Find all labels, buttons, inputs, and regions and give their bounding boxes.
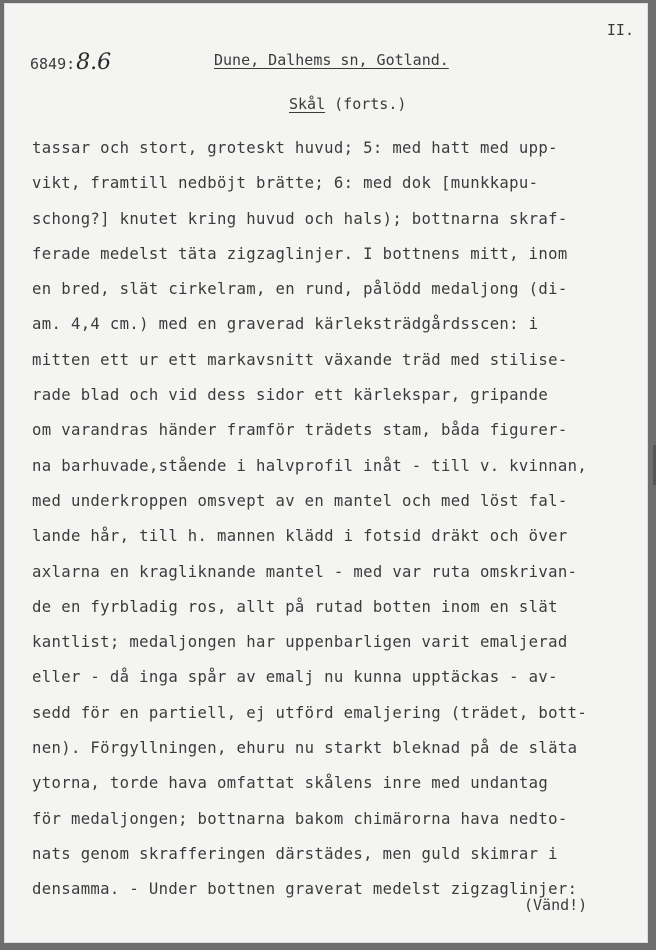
text-line: kantlist; medaljongen har uppenbarligen varit emaljerad [32,633,568,652]
text-line: tassar och stort, groteskt huvud; 5: med hatt med upp- [32,139,558,157]
card-heading: Dune, Dalhems sn, Gotland. [214,51,449,69]
text-line: en bred, slät cirkelram, en rund, pålödd medaljong (di- [32,280,568,299]
text-line: nats genom skrafferingen därstädes, men guld skimrar i [32,844,558,863]
text-line: sedd för en partiell, ej utförd emaljering (trädet, bott- [32,703,588,722]
index-card [4,3,648,943]
text-line: am. 4,4 cm.) med en graverad kärleksträdgårdsscen: i [32,315,539,334]
text-line: vikt, framtill nedböjt brätte; 6: med dok [munkkapu- [32,174,539,193]
text-line: schong?] knutet kring huvud och hals); bottnarna skraf- [32,209,568,228]
text-line: ferade medelst täta zigzaglinjer. I bottnens mitt, inom [32,244,568,263]
text-line: nen). Förgyllningen, ehuru nu starkt bleknad på de släta [32,739,578,758]
text-line: rade blad och vid dess sidor ett kärlekspar, gripande [32,386,549,405]
catalog-number [30,50,111,75]
text-line: ytorna, torde hava omfattat skålens inre med undantag [32,774,549,793]
text-line: lande hår, till h. mannen klädd i fotsid dräkt och över [32,527,568,546]
text-line: med underkroppen omsvept av en mantel och med löst fal- [32,491,568,510]
text-line: na barhuvade,stående i halvprofil inåt - till v. kvinnan, [32,456,588,475]
text-line: för medaljongen; bottnarna bakom chimärorna hava nedto- [32,809,568,828]
text-line: mitten ett ur ett markavsnitt växande träd med stilise- [32,350,568,369]
page-number: II. [606,21,634,39]
card-subheading [289,95,406,113]
text-line: axlarna en kragliknande mantel - med var ruta omskrivan- [32,562,578,581]
text-line: om varandras händer framför trädets stam, båda figurer- [32,421,568,440]
catalog-number-typed: 6849: [30,55,76,73]
catalog-number-handwritten: 8.6 [76,50,112,75]
turn-over-note: (Vänd!) [524,896,588,914]
text-line: eller - då inga spår av emalj nu kunna upptäckas - av- [32,668,558,687]
text-line: de en fyrbladig ros, allt på rutad botten inom en slät [32,597,558,616]
subheading-word: Skål [289,95,326,113]
subheading-rest: (forts.) [325,95,407,113]
text-line: densamma. - Under bottnen graverat medelst zigzaglinjer: [32,880,578,899]
body-text [32,131,642,908]
